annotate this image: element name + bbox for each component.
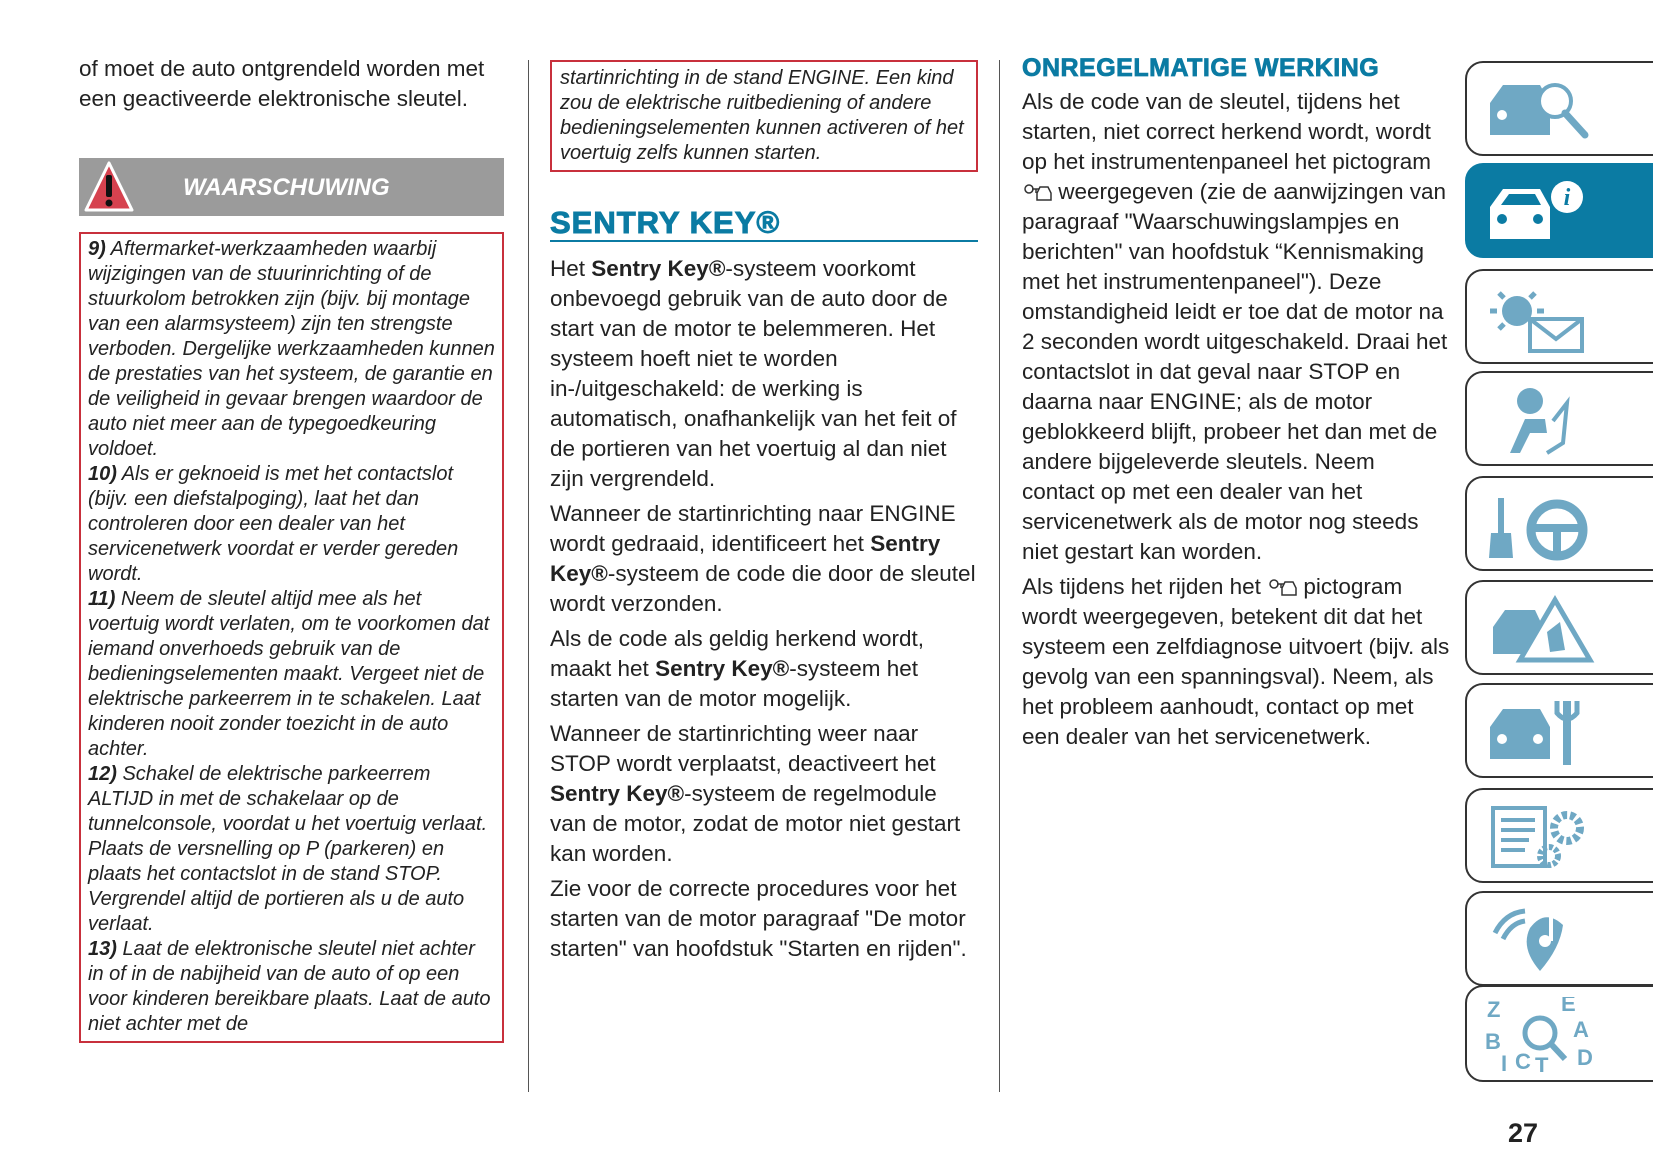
text: weergegeven (zie de aanwijzingen van paragraaf "Waarschuwingslampjes en berichten" van hoofdstuk “Kennismaking met het instrumentenpaneel"). Deze omstandigheid leidt er toe dat de motor na 2 seconden wordt uitgeschakeld. Draai het contactslot in dat geval naar STOP en daarna naar ENGINE; als de motor geblokkeerd blijft, probeer het dan met de andere bijgeleverde sleutels. Neem contact op met een dealer van het servicenetwerk als de motor nog steeds niet gestart kan worden. — [1022, 179, 1448, 564]
paragraph — [1022, 87, 1452, 567]
tab-index[interactable] — [1465, 985, 1653, 1082]
svg-text:C: C — [1515, 1049, 1531, 1072]
warning-number: 12) — [88, 763, 117, 785]
tab-car-magnifier[interactable] — [1465, 61, 1653, 156]
tab-maintenance[interactable] — [1465, 683, 1653, 778]
text: Als de code van de sleutel, tijdens het starten, niet correct herkend wordt, wordt op het instrumentenpaneel het pictogram — [1022, 89, 1432, 174]
svg-text:A: A — [1573, 1017, 1589, 1042]
intro-text: of moet de auto ontgrendeld worden met een geactiveerde elektronische sleutel. — [79, 56, 485, 111]
car-magnifier-icon — [1485, 73, 1595, 148]
text: Als tijdens het rijden het — [1022, 574, 1268, 599]
tab-starting-driving[interactable] — [1465, 476, 1653, 571]
warning-light-message-icon — [1485, 281, 1595, 356]
brand-name: Sentry Key® — [550, 781, 685, 806]
warning-item — [88, 237, 496, 462]
tab-car-info[interactable] — [1465, 163, 1653, 258]
warning-box-continued: startinrichting in de stand ENGINE. Een kind zou de elektrische ruitbediening of andere bedieningselementen kunnen activeren of het voertuig zelfs kunnen starten. — [550, 60, 978, 172]
text: Als de code als geldig herkend wordt, maakt het — [550, 626, 924, 681]
section-heading: SENTRY KEY® — [550, 208, 978, 242]
warning-number: 10) — [88, 463, 117, 485]
warning-title: WAARSCHUWING — [183, 174, 390, 201]
svg-text:I: I — [1501, 1051, 1508, 1072]
warning-number: 9) — [88, 238, 106, 260]
svg-text:E: E — [1561, 997, 1576, 1016]
warning-number: 11) — [88, 588, 116, 610]
text: -systeem het starten van de motor mogelijk. — [550, 656, 918, 711]
svg-text:T: T — [1535, 1053, 1549, 1072]
svg-text:D: D — [1577, 1045, 1593, 1070]
car-info-icon — [1485, 175, 1595, 250]
svg-text:i: i — [1563, 185, 1571, 211]
tab-multimedia[interactable] — [1465, 891, 1653, 986]
brand-name: Sentry Key® — [550, 531, 941, 586]
text: -systeem de code die door de sleutel wordt verzonden. — [550, 561, 976, 616]
warning-item — [88, 937, 496, 1037]
warning-item — [88, 462, 496, 587]
paragraph — [1022, 572, 1452, 752]
column-3 — [1022, 54, 1452, 757]
warning-item — [88, 587, 496, 762]
column-divider — [999, 60, 1000, 1092]
tab-warning-lights[interactable] — [1465, 269, 1653, 364]
text: -systeem de regelmodule van de motor, zodat de motor niet gestart kan worden. — [550, 781, 961, 866]
column-2 — [550, 60, 978, 969]
multimedia-music-icon — [1485, 903, 1595, 978]
paragraph — [550, 254, 978, 494]
warning-number: 13) — [88, 938, 117, 960]
column-divider — [528, 60, 529, 1092]
warning-text: Aftermarket-werkzaamheden waarbij wijzigingen van de stuurinrichting of de stuurkolom betrokken zijn (bijv. bij montage van een alarmsysteem) zijn ten strengste verboden. Dergelijke werkzaamheden kunnen de prestaties van het systeem, de garantie en de veiligheid in gevaar brengen waardoor de auto niet meer aan de typegoedkeuring voldoet. — [88, 238, 495, 460]
svg-text:Z: Z — [1487, 997, 1501, 1022]
warning-header — [79, 158, 504, 216]
car-emergency-triangle-icon — [1485, 592, 1595, 667]
warning-text: Laat de elektronische sleutel niet achter in of in de nabijheid van de auto of op een voor kinderen bereikbare plaats. Laat de auto niet achter met de — [88, 938, 491, 1035]
car-wrench-icon — [1485, 695, 1595, 770]
warning-text: Als er geknoeid is met het contactslot (bijv. een diefstalpoging), laat het dan controleren door een dealer van het servicenetwerk voordat er verder gereden wordt. — [88, 463, 459, 585]
tab-technical-data[interactable] — [1465, 788, 1653, 883]
warning-triangle-icon — [83, 160, 135, 214]
warning-text: Neem de sleutel altijd mee als het voertuig wordt verlaten, om te voorkomen dat iemand onverhoeds gebruik van de bedieningselementen maakt. Vergeet niet de elektrische parkeerrem in te schakelen. Laat kinderen nooit zonder toezicht in de auto achter. — [88, 588, 490, 760]
alphabetical-index-icon — [1485, 997, 1595, 1072]
paragraph — [550, 719, 978, 869]
page-number: 27 — [1508, 1118, 1539, 1148]
tab-safety[interactable] — [1465, 371, 1653, 466]
immobilizer-key-car-icon — [1267, 575, 1297, 597]
paragraph — [550, 624, 978, 714]
immobilizer-key-car-icon — [1022, 180, 1052, 202]
warning-box — [79, 232, 504, 1043]
paragraph: Zie voor de correcte procedures voor het starten van de motor paragraaf "De motor starten" van hoofdstuk "Starten en rijden". — [550, 876, 967, 961]
warning-item — [88, 762, 496, 937]
text: Wanneer de startinrichting weer naar STOP wordt verplaatst, deactiveert het — [550, 721, 936, 776]
paragraph — [550, 499, 978, 619]
brand-name: Sentry Key® — [655, 656, 790, 681]
text: Het — [550, 256, 592, 281]
seat-airbag-person-icon — [1485, 383, 1595, 458]
text: -systeem voorkomt onbevoegd gebruik van de auto door de start van de motor te belemmeren. Het systeem hoeft niet te worden in-/uitgeschakeld: de werking is automatisch, onafhankelijk van het feit of de portieren van het voertuig al dan niet zijn vergrendeld. — [550, 256, 957, 491]
svg-text:B: B — [1485, 1029, 1501, 1054]
column-1 — [79, 54, 504, 1043]
text: pictogram wordt weergegeven, betekent dit dat het systeem een zelfdiagnose uitvoert (bijv. als gevolg van een spanningsval). Neem, als het probleem aanhoudt, contact op met een dealer van het servicenetwerk. — [1022, 574, 1450, 749]
section-heading: ONREGELMATIGE WERKING — [1022, 54, 1380, 82]
text: Wanneer de startinrichting naar ENGINE wordt gedraaid, identificeert het — [550, 501, 956, 556]
brand-name: Sentry Key® — [591, 256, 726, 281]
gear-lever-steering-wheel-icon — [1485, 488, 1595, 563]
tab-emergency[interactable] — [1465, 580, 1653, 675]
warning-text: Schakel de elektrische parkeerrem ALTIJD in met de schakelaar op de tunnelconsole, voordat u het voertuig verlaat. Plaats de versnelling op P (parkeren) en plaats het contactslot in de stand STOP. Vergrendel altijd de portieren als u de auto verlaat. — [88, 763, 488, 935]
spec-list-gear-icon — [1485, 800, 1595, 875]
